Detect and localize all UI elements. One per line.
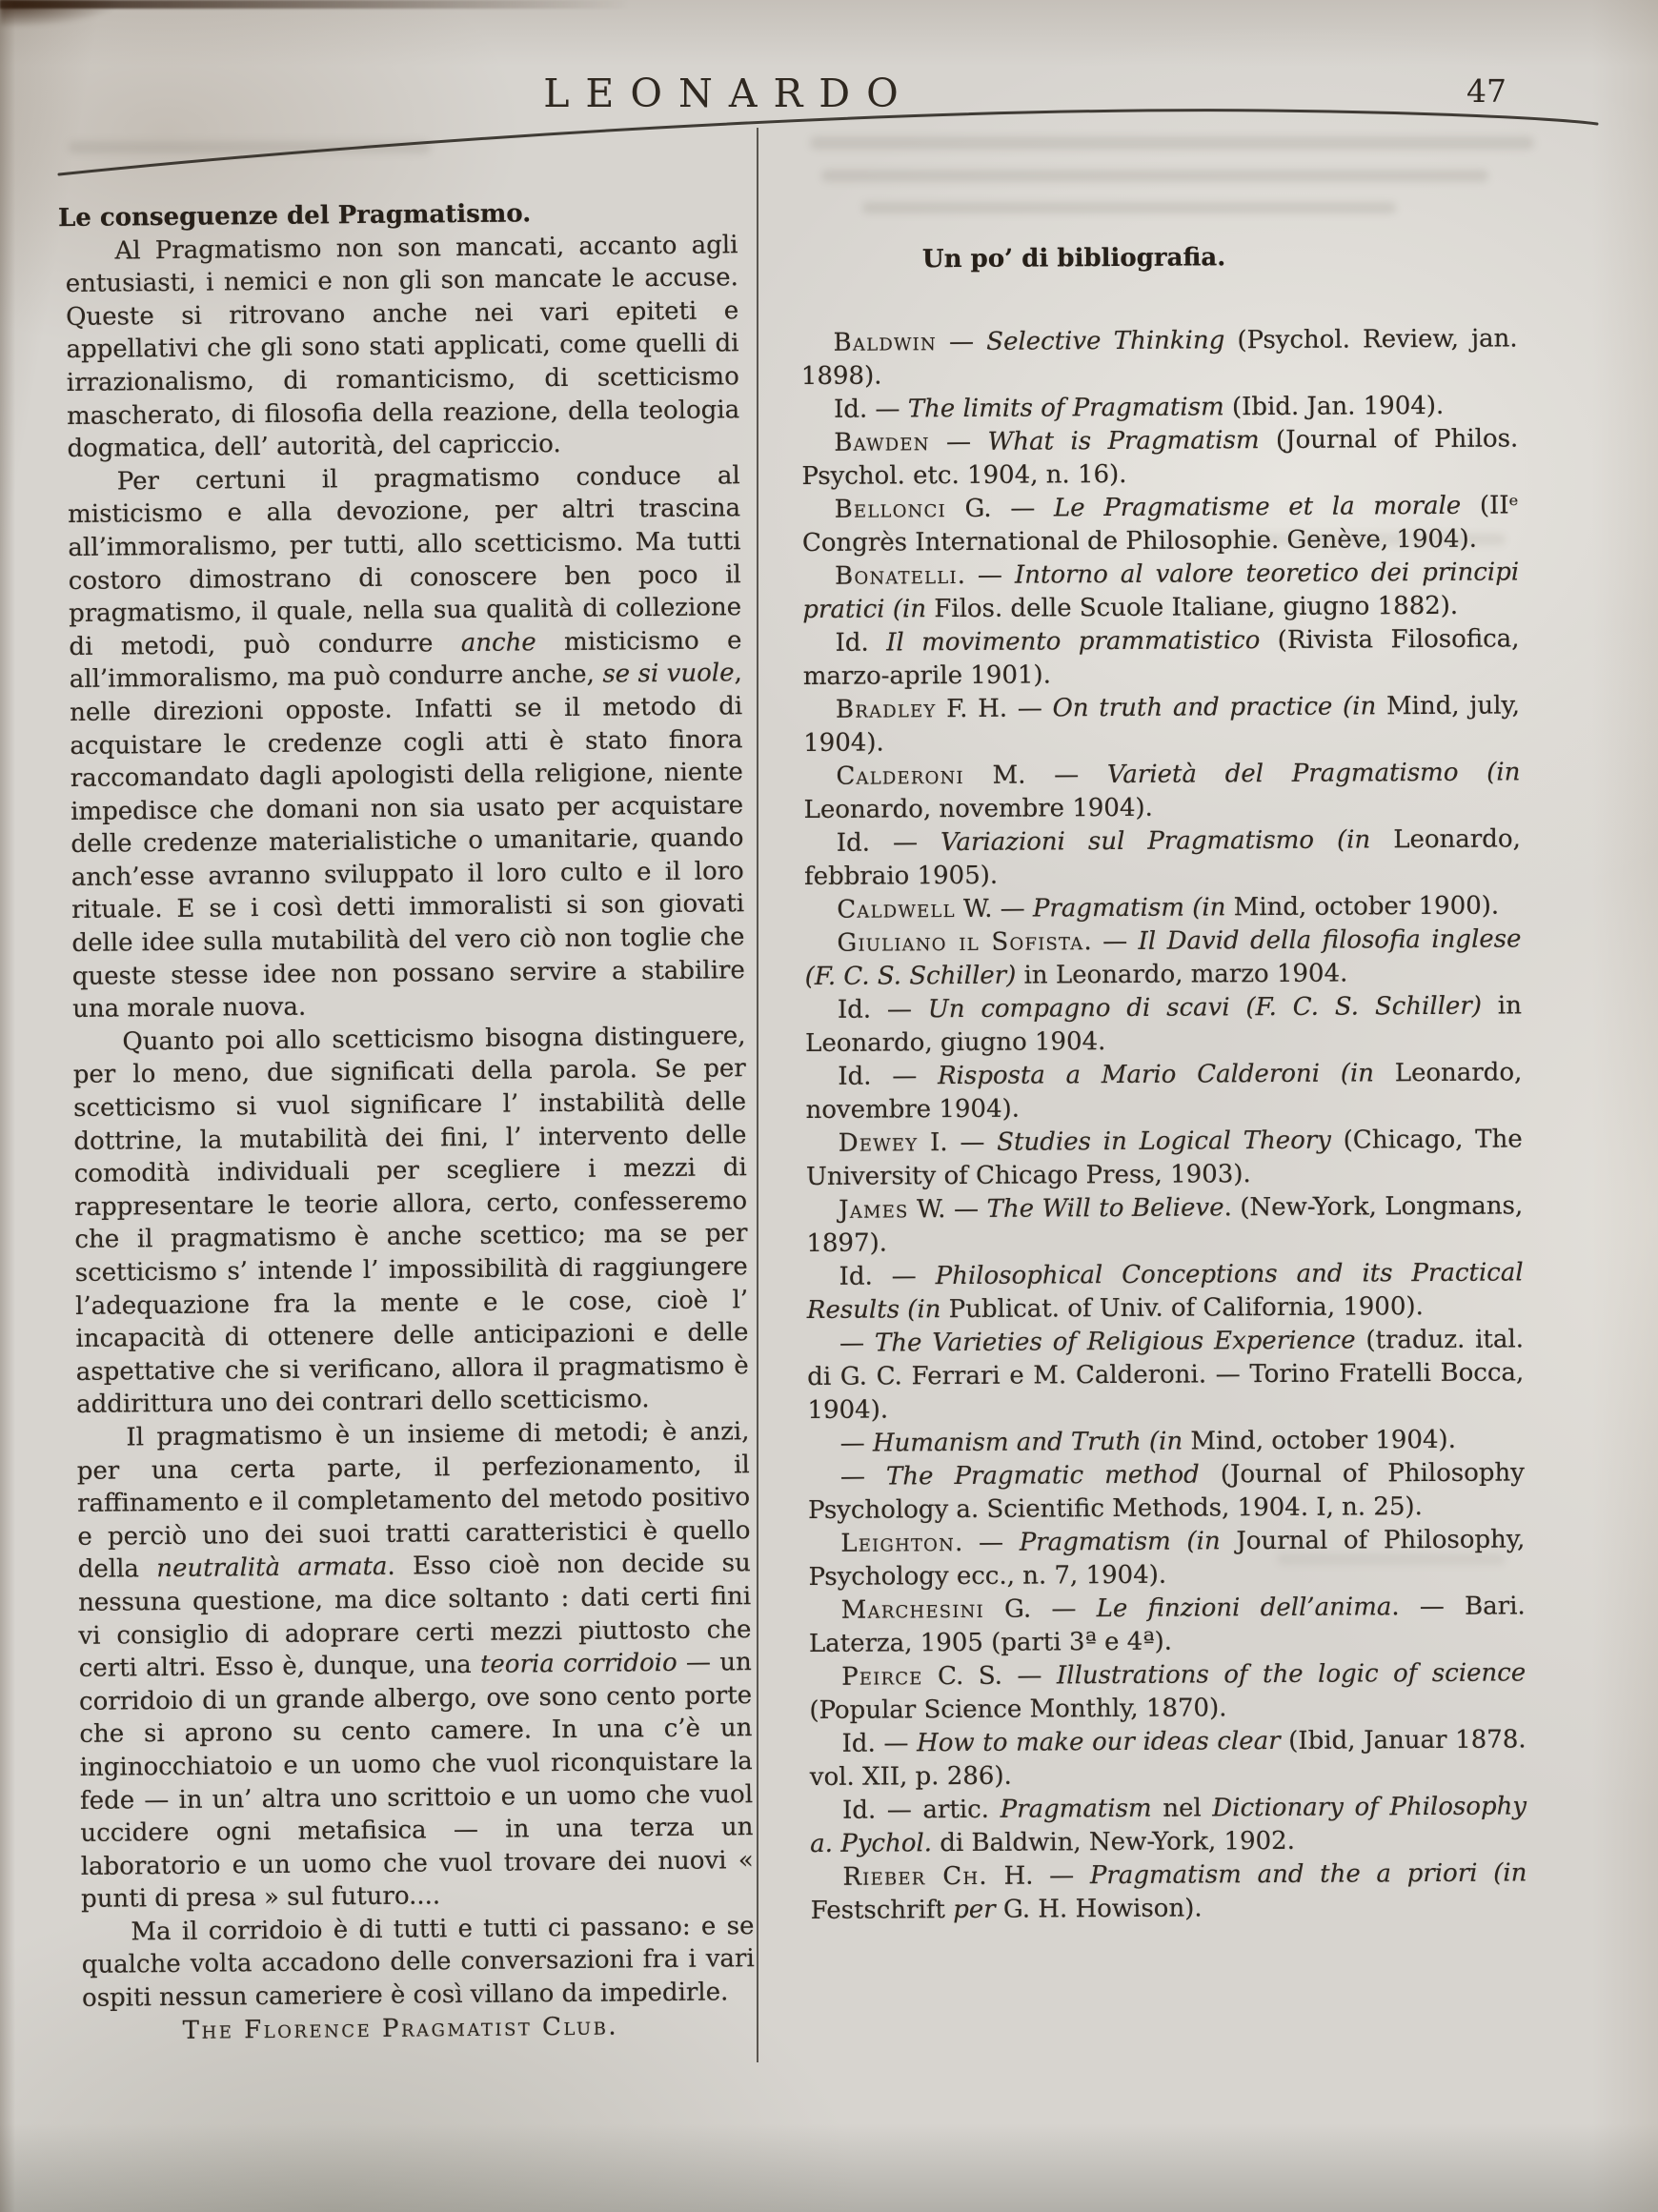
bibliography-heading: Un po’ di bibliografia.: [921, 243, 1226, 274]
text-segment: Pragmatism and the a priori (in: [1089, 1858, 1527, 1891]
text-segment: W. —: [955, 894, 1034, 924]
text-segment: M. —: [963, 761, 1108, 790]
text-segment: Per certuni il pragmatismo conduce al misticismo e alla devozione, per altri trascina all’immoralismo, per tutti, allo scetticismo. Ma tutti costoro dimostrano di conoscere ben poco il pragmatismo, il quale, nella sua qualità di collezione di metodi, può condurre: [68, 460, 742, 661]
bibliography-entry: [803, 756, 1520, 827]
text-segment: (Ibid. Jan. 1904).: [1223, 391, 1445, 422]
text-segment: . — Bari. Laterza, 1905 (parti 3ª e 4ª).: [808, 1592, 1526, 1658]
text-segment: Id. —: [839, 1262, 936, 1291]
text-segment: Peirce: [841, 1662, 923, 1692]
text-segment: . Esso cioè non decide su nessuna questione, ma dice soltanto : dati certi fini vi consiglio di adoprare certi mezzi piuttosto che certi altri. Esso è, dunque, una: [77, 1549, 752, 1684]
text-segment: —: [839, 1429, 874, 1458]
text-segment: Mind, october 1904).: [1183, 1425, 1457, 1456]
bibliography-list: [801, 322, 1527, 1928]
text-segment: (Journal of Philosophy Psychology a. Scientific Methods, 1904. I, n. 25).: [808, 1458, 1525, 1525]
text-segment: , nelle direzioni opposte. Infatti se il metodo di acquistare le credenze cogli atti è stato finora raccomandato dagli apologisti della religione, niente impedisce che domani non sia usato per acquistare delle credenze materialistiche o umanitarie, quando anch’esse avranno sviluppato il loro culto e il loro rituale. E se i così detti immoralisti si son giovati delle idee sulla mutabilità del vero ciò non toglie che queste stesse idee non possano servire a stabilire una morale nuova.: [70, 659, 745, 1025]
bibliography-entry: [805, 1056, 1522, 1127]
text-segment: —: [929, 427, 988, 457]
text-segment: Studies in Logical Theory: [997, 1126, 1332, 1157]
bibliography-entry: [806, 1189, 1523, 1261]
text-segment: Baldwin: [833, 328, 937, 357]
text-segment: F. H. —: [936, 694, 1053, 724]
text-segment: Pragmatism: [1000, 1794, 1152, 1824]
text-segment: Publicat. of Univ. of California, 1900).: [940, 1292, 1424, 1325]
text-segment: —: [839, 1329, 876, 1358]
text-segment: Id. —: [837, 995, 928, 1025]
text-segment: Id. —: [841, 1729, 918, 1758]
text-segment: What is Pragmatism: [987, 426, 1260, 457]
text-segment: Id. —: [836, 828, 941, 858]
show-through-smudge: [821, 170, 1488, 182]
text-segment: Selective Thinking: [986, 326, 1225, 356]
text-segment: anche: [460, 627, 536, 658]
text-segment: . —: [1083, 926, 1139, 957]
article-heading: Le conseguenze del Pragmatismo.: [57, 199, 532, 233]
show-through-smudge: [69, 141, 431, 153]
text-segment: per: [953, 1895, 996, 1925]
bibliography-entry: [807, 1256, 1524, 1328]
article-body: [65, 229, 755, 2016]
text-segment: Philosophical Conceptions and its Practical Results (in: [806, 1258, 1524, 1325]
text-segment: Id. — artic.: [841, 1795, 1001, 1825]
text-segment: Pragmatism (in: [1019, 1527, 1221, 1557]
text-segment: Il David della filosofia inglese (F. C. S. Schiller): [804, 924, 1522, 991]
scan-edge-shadow-left: [0, 0, 15, 2212]
text-segment: (Journal of Philos. Psychol. etc. 1904, n. 16).: [801, 424, 1519, 491]
text-segment: Varietà del Pragmatismo (in: [1106, 758, 1521, 790]
body-paragraph: [68, 459, 746, 1026]
text-segment: Festschrift: [810, 1896, 954, 1925]
bibliography-entry: [810, 1790, 1527, 1861]
text-segment: Pragmatism (in: [1032, 893, 1226, 923]
text-segment: Le Pragmatisme et la morale: [1053, 491, 1462, 523]
text-segment: Leonardo, febbraio 1905).: [803, 824, 1521, 891]
text-segment: Il pragmatismo è un insieme di metodi; è anzi, per una certa parte, il perfezionamento, il raffinamento e il completamento del metodo positivo e perciò uno dei suoi tratti caratteristici è quello della: [76, 1417, 751, 1585]
text-segment: (IIᵉ Congrès International de Philosophie. Genève, 1904).: [801, 491, 1519, 558]
left-column-article: [57, 195, 756, 2048]
bibliography-entry: [805, 989, 1522, 1061]
text-segment: James: [839, 1195, 909, 1225]
bibliography-entry: [801, 422, 1518, 494]
text-segment: Al Pragmatismo non son mancati, accanto agli entusiasti, i nemici e non gli son mancate le accuse. Queste si ritrovano anche nei vari epiteti e appellativi che gli sono stati applicati, come quelli di irrazionalismo, di romanticismo, di scetticismo mascherato, di filosofia della reazione, della teologia dogmatica, dell’ autorità, del capriccio.: [65, 230, 740, 464]
text-segment: Bradley: [835, 695, 937, 724]
text-segment: neutralità armata: [156, 1552, 388, 1584]
text-segment: — un corridoio di un grande albergo, ove sono cento porte che si aprono su cento camere. In una c’è un inginocchiatoio e un uomo che vuol riconquistare la fede — in un’ altra uno scrittoio e un uomo che vuol uccidere ogni metafisica — in una terza un laboratorio e un uomo che vuol trovare dei nuovi « punti di presa » sul futuro....: [78, 1648, 754, 1915]
journal-title: LEONARDO: [543, 71, 915, 116]
text-segment: Ma il corridoio è di tutti e tutti ci passano: e se qualche volta accadono delle conversazioni fra i vari ospiti nessun cameriere è così villano da impedirle.: [81, 1912, 755, 2013]
text-segment: Filos. delle Scuole Italiane, giugno 1882).: [925, 591, 1459, 624]
text-segment: in Leonardo, giugno 1904.: [805, 991, 1522, 1058]
text-segment: Mind, october 1900).: [1225, 891, 1500, 923]
text-segment: se si vuole: [602, 659, 735, 689]
text-segment: Leonardo, novembre 1904).: [805, 1058, 1523, 1125]
bibliography-entry: [804, 923, 1521, 994]
text-segment: G. H. Howison).: [995, 1894, 1203, 1924]
column-divider: [757, 128, 758, 2062]
text-segment: Bellonci: [834, 495, 946, 524]
text-segment: Le finzioni dell’anima: [1096, 1593, 1392, 1624]
text-segment: (Popular Science Monthly, 1870).: [809, 1694, 1227, 1725]
text-segment: The Varieties of Religious Experience: [874, 1326, 1356, 1358]
bibliography-entry: [802, 489, 1519, 560]
bibliography-entry: [808, 1423, 1525, 1461]
right-column-bibliography: [800, 239, 1527, 1928]
bibliography-entry: [809, 1656, 1526, 1728]
text-segment: Journal of Philosophy, Psychology ecc., n. 7, 1904).: [808, 1525, 1526, 1592]
text-segment: (traduz. ital. di G. C. Ferrari e M. Calderoni. — Torino Fratelli Bocca, 1904).: [807, 1325, 1525, 1425]
text-segment: Intorno al valore teoretico dei principi pratici (in: [802, 558, 1520, 624]
text-segment: (Chicago, The University of Chicago Press, 1903).: [805, 1125, 1523, 1191]
text-segment: Id.: [835, 628, 887, 658]
text-segment: misticismo e all’immoralismo, ma può condurre anche,: [69, 625, 742, 695]
text-segment: (Ibid, Januar 1878. vol. XII, p. 286).: [809, 1725, 1527, 1792]
bibliography-entry: [806, 1123, 1523, 1194]
body-paragraph: [81, 1910, 755, 2016]
text-segment: —: [839, 1462, 887, 1492]
text-segment: (Psychol. Review, jan. 1898).: [800, 324, 1518, 391]
bibliography-entry: [809, 1590, 1526, 1661]
text-segment: I. —: [918, 1127, 998, 1158]
bibliography-entry: [801, 389, 1518, 427]
bibliography-entry: [808, 1523, 1525, 1594]
bibliography-entry: [803, 689, 1520, 761]
text-segment: Quanto poi allo scetticismo bisogna distinguere, per lo meno, due significati della parola. Se per scetticismo si vuol significare l’ instabilità delle dottrine, la mutabilità dei fini, l’ intervento delle comodità individuali per scegliere i mezzi di rappresentare le teorie allora, certo, confesseremo che il pragmatismo è anche scettico; ma se per scetticismo s’ intende l’ impossibilità di raggiungere l’adequazione fra la mente e le cose, cioè l’ incapacità di ottenere delle anticipazioni e delle aspettative che si verificano, allora il pragmatismo è addirittura uno dei contrari dello scetticismo.: [72, 1022, 749, 1420]
text-segment: in Leonardo, marzo 1904.: [1016, 959, 1348, 990]
text-segment: Calderoni: [836, 761, 964, 791]
text-segment: . —: [957, 560, 1016, 590]
text-segment: (Rivista Filosofica, marzo-aprile 1901).: [802, 624, 1520, 691]
text-segment: The limits of Pragmatism: [907, 393, 1224, 424]
bibliography-entry: [810, 1857, 1527, 1928]
scan-edge-shadow-corner: [0, 0, 114, 27]
bibliography-entry: [801, 322, 1518, 394]
show-through-smudge: [810, 136, 1534, 150]
text-segment: Caldwell: [837, 895, 956, 924]
text-segment: G. —: [983, 1594, 1097, 1624]
text-segment: On truth and practice (in: [1052, 692, 1377, 723]
text-segment: . (New-York, Longmans, 1897).: [806, 1191, 1524, 1258]
text-segment: H. —: [987, 1861, 1090, 1891]
text-segment: Leighton: [840, 1529, 956, 1558]
text-segment: The Will to Believe: [986, 1193, 1224, 1224]
text-segment: di Baldwin, New-York, 1902.: [931, 1826, 1296, 1858]
text-segment: C. S. —: [922, 1661, 1058, 1692]
body-paragraph: [65, 229, 739, 466]
bibliography-entry: [804, 822, 1521, 894]
show-through-smudge: [862, 202, 1396, 213]
body-paragraph: [72, 1020, 749, 1422]
text-segment: Id. —: [838, 1062, 939, 1091]
text-segment: Leonardo, novembre 1904).: [803, 793, 1153, 824]
text-segment: The Pragmatic method: [885, 1460, 1200, 1492]
text-segment: nel: [1151, 1794, 1213, 1823]
text-segment: Dictionary of Philosophy a. Pychol.: [810, 1792, 1527, 1858]
text-segment: Bonatelli: [835, 561, 958, 591]
text-segment: G. —: [945, 494, 1055, 524]
body-paragraph: [76, 1415, 754, 1917]
text-segment: Dewey: [838, 1128, 919, 1158]
text-segment: Variazioni sul Pragmatismo (in: [940, 825, 1371, 858]
bibliography-entry: [804, 889, 1521, 927]
bibliography-entry: [807, 1323, 1525, 1428]
text-segment: Rieber Ch.: [842, 1861, 988, 1892]
text-segment: Il movimento prammatistico: [886, 626, 1261, 658]
text-segment: Risposta a Mario Calderoni (in: [937, 1059, 1375, 1091]
text-segment: Marchesini: [840, 1594, 984, 1625]
text-segment: Giuliano il Sofista: [837, 927, 1084, 958]
text-segment: Humanism and Truth (in: [872, 1427, 1183, 1458]
bibliography-entry: [802, 556, 1519, 627]
text-segment: Mind, july, 1904).: [803, 691, 1521, 758]
bibliography-entry: [810, 1723, 1527, 1795]
text-segment: Illustrations of the logic of science: [1056, 1658, 1527, 1691]
text-segment: Id. —: [833, 395, 908, 424]
bibliography-entry: [802, 622, 1519, 694]
text-segment: teoria corridoio: [479, 1649, 677, 1680]
text-segment: Un compagno di scavi (F. C. S. Schiller): [927, 991, 1483, 1025]
text-segment: . —: [954, 1528, 1020, 1558]
article-signature: The Florence Pragmatist Club.: [182, 2012, 619, 2045]
text-segment: How to make our ideas clear: [917, 1726, 1281, 1758]
page-number: 47: [1466, 72, 1506, 110]
text-segment: W. —: [908, 1194, 987, 1225]
text-segment: —: [936, 327, 987, 357]
text-segment: Bawden: [834, 428, 930, 457]
bibliography-entry: [808, 1456, 1525, 1528]
